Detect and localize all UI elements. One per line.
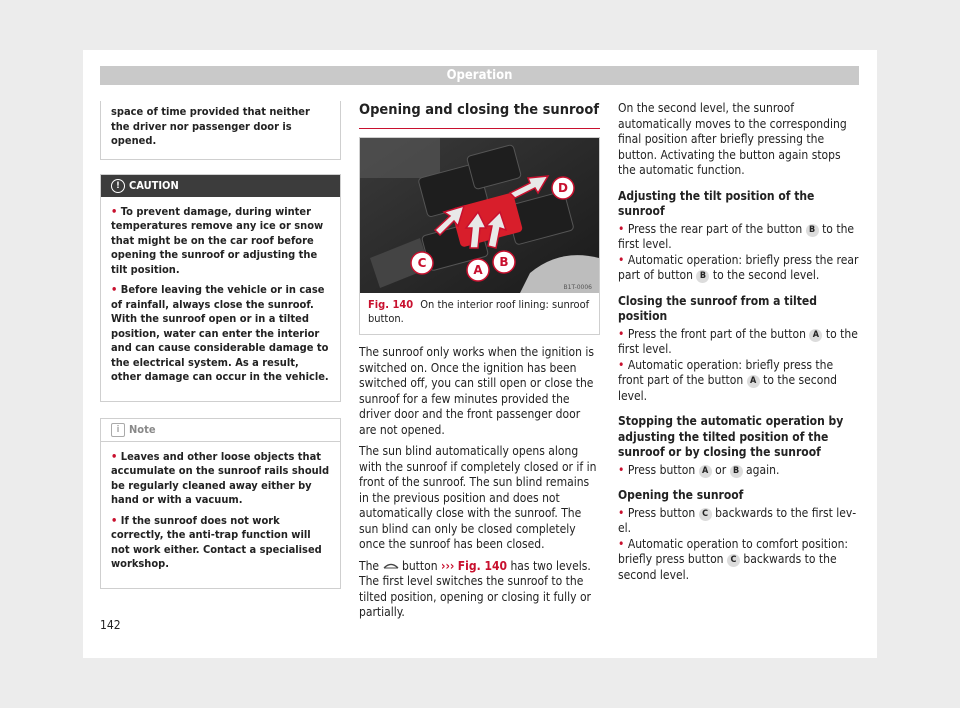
figure-140 <box>359 137 600 335</box>
text-fragment: to the first level. <box>618 221 855 251</box>
bullet-icon: • <box>618 536 625 551</box>
list-item <box>618 537 860 584</box>
caution-body <box>101 197 340 401</box>
text-fragment: backwards to the first level. <box>618 505 857 535</box>
text-fragment: button <box>401 558 438 573</box>
figure-caption <box>360 293 599 334</box>
list-item <box>618 358 860 405</box>
caution-item-text: Before leaving the vehicle or in case of rainfall, always close the sunroof. With the sunroof open or in a tilted position, water can enter the interior and can cause considerable damage to the electrical system. As a result, other damage can occur in the vehicle. <box>111 283 329 383</box>
text-fragment: Press the front part of the button <box>627 326 806 341</box>
text-fragment: Press button <box>627 505 696 520</box>
heading-tilt: Adjusting the tilt position of the sunroof <box>618 188 815 218</box>
note-item <box>111 514 330 572</box>
callout-badge: C <box>699 508 712 521</box>
figure-caption-text: On the interior roof lining: sunroof button. <box>368 298 590 325</box>
note-body <box>101 442 340 588</box>
sunroof-button-image <box>360 138 599 293</box>
note-item <box>111 450 330 508</box>
paragraph-button-levels <box>359 559 600 621</box>
info-icon: i <box>111 423 125 437</box>
text-fragment: Press the rear part of the button <box>627 221 803 236</box>
bullet-icon: • <box>618 221 625 236</box>
paragraph-ignition: The sunroof only works when the ignition is switched on. Once the ignition has been switched off, you can still open or close the sunroof for a few minutes provided the driver door and the front passenger door are not opened. <box>359 345 595 437</box>
callout-badge: A <box>747 375 760 388</box>
warning-continued-box <box>100 101 341 160</box>
callout-badge: B <box>696 270 709 283</box>
callout-badge: C <box>727 554 740 567</box>
column-left <box>100 101 341 589</box>
bullet-icon: • <box>111 283 118 296</box>
callout-badge: B <box>806 224 819 237</box>
text-fragment: has two levels. The first level switches the sunroof to the tilted position, opening or closing it fully or partially. <box>359 558 591 619</box>
caution-title: CAUTION <box>129 178 179 192</box>
list-item <box>618 222 860 253</box>
text-fragment: or <box>715 462 727 477</box>
heading-stop: Stopping the automatic operation by adjusting the tilted position of the sunroof or by closing the sunroof <box>618 414 844 459</box>
caution-item <box>111 205 330 278</box>
warning-continued-text: space of time provided that neither the driver nor passenger door is opened. <box>111 105 310 147</box>
callout-a: A <box>473 263 483 277</box>
column-middle <box>359 101 600 627</box>
text-fragment: Automatic operation: briefly press the front part of the button <box>618 357 834 387</box>
cross-ref-arrows: ››› <box>441 558 455 573</box>
heading-close: Closing the sunroof from a tilted position <box>618 293 817 323</box>
text-fragment: The <box>359 558 380 573</box>
section-header: Operation <box>100 66 859 85</box>
callout-d: D <box>558 181 568 195</box>
caution-item <box>111 283 330 385</box>
callout-badge: A <box>809 329 822 342</box>
list-item <box>618 506 860 537</box>
paragraph-second-level: On the second level, the sunroof automatically moves to the corresponding final position after briefly pressing the button. Activating the button again stops the automatic function. <box>618 101 847 177</box>
caution-item-text: To prevent damage, during winter temperatures remove any ice or snow that might be on the car roof before opening the sunroof or adjusting the tilt position. <box>111 204 324 276</box>
list-item <box>618 253 860 284</box>
caution-box <box>100 174 341 402</box>
page-number: 142 <box>100 618 121 632</box>
bullet-icon: • <box>618 326 625 341</box>
text-fragment: Automatic operation: briefly press the rear part of button <box>618 252 859 282</box>
list-item <box>618 463 860 479</box>
note-item-text: If the sunroof does not work correctly, the anti-trap function will not work either. Contact a specialised workshop. <box>111 513 322 570</box>
text-fragment: to the second level. <box>618 373 838 403</box>
bullet-icon: • <box>111 449 118 463</box>
sunroof-symbol-icon <box>383 561 399 570</box>
caution-header <box>101 175 340 197</box>
callout-b: B <box>499 255 509 269</box>
callout-badge: B <box>730 465 743 478</box>
exclamation-icon: ! <box>111 179 125 193</box>
figure-code: B1T-0006 <box>563 284 592 291</box>
paragraph-sun-blind: The sun blind automatically opens along with the sunroof if completely closed or if in front of the sunroof. The sun blind remains in the previous position and does not automatically close with the sunroof. The sun blind can only be closed completely once the sunroof has been closed. <box>359 444 597 551</box>
bullet-icon: • <box>618 252 625 267</box>
bullet-icon: • <box>111 204 118 218</box>
text-fragment: again. <box>746 462 780 477</box>
note-item-text: Leaves and other loose objects that accumulate on the sunroof rails should be regularly cleaned away either by hand or with a vacuum. <box>111 449 330 506</box>
figure-label: Fig. 140 <box>368 298 414 311</box>
bullet-icon: • <box>618 357 625 372</box>
list-item <box>618 327 860 358</box>
note-header <box>101 419 340 442</box>
callout-badge: A <box>699 465 712 478</box>
column-right <box>618 101 860 583</box>
bullet-icon: • <box>618 462 625 477</box>
text-fragment: Automatic operation to comfort position: briefly press button <box>618 536 849 566</box>
bullet-icon: • <box>618 505 625 520</box>
section-title: Opening and closing the sunroof <box>359 101 600 129</box>
bullet-icon: • <box>111 513 118 527</box>
note-box <box>100 418 341 589</box>
text-fragment: Press button <box>627 462 696 477</box>
text-fragment: backwards to the second level. <box>618 552 837 582</box>
callout-c: C <box>417 256 427 270</box>
figure-link[interactable]: Fig. 140 <box>457 558 507 573</box>
note-title: Note <box>129 422 156 436</box>
text-fragment: to the first level. <box>618 326 858 356</box>
heading-open: Opening the sunroof <box>618 488 744 502</box>
text-fragment: to the second level. <box>712 268 820 282</box>
